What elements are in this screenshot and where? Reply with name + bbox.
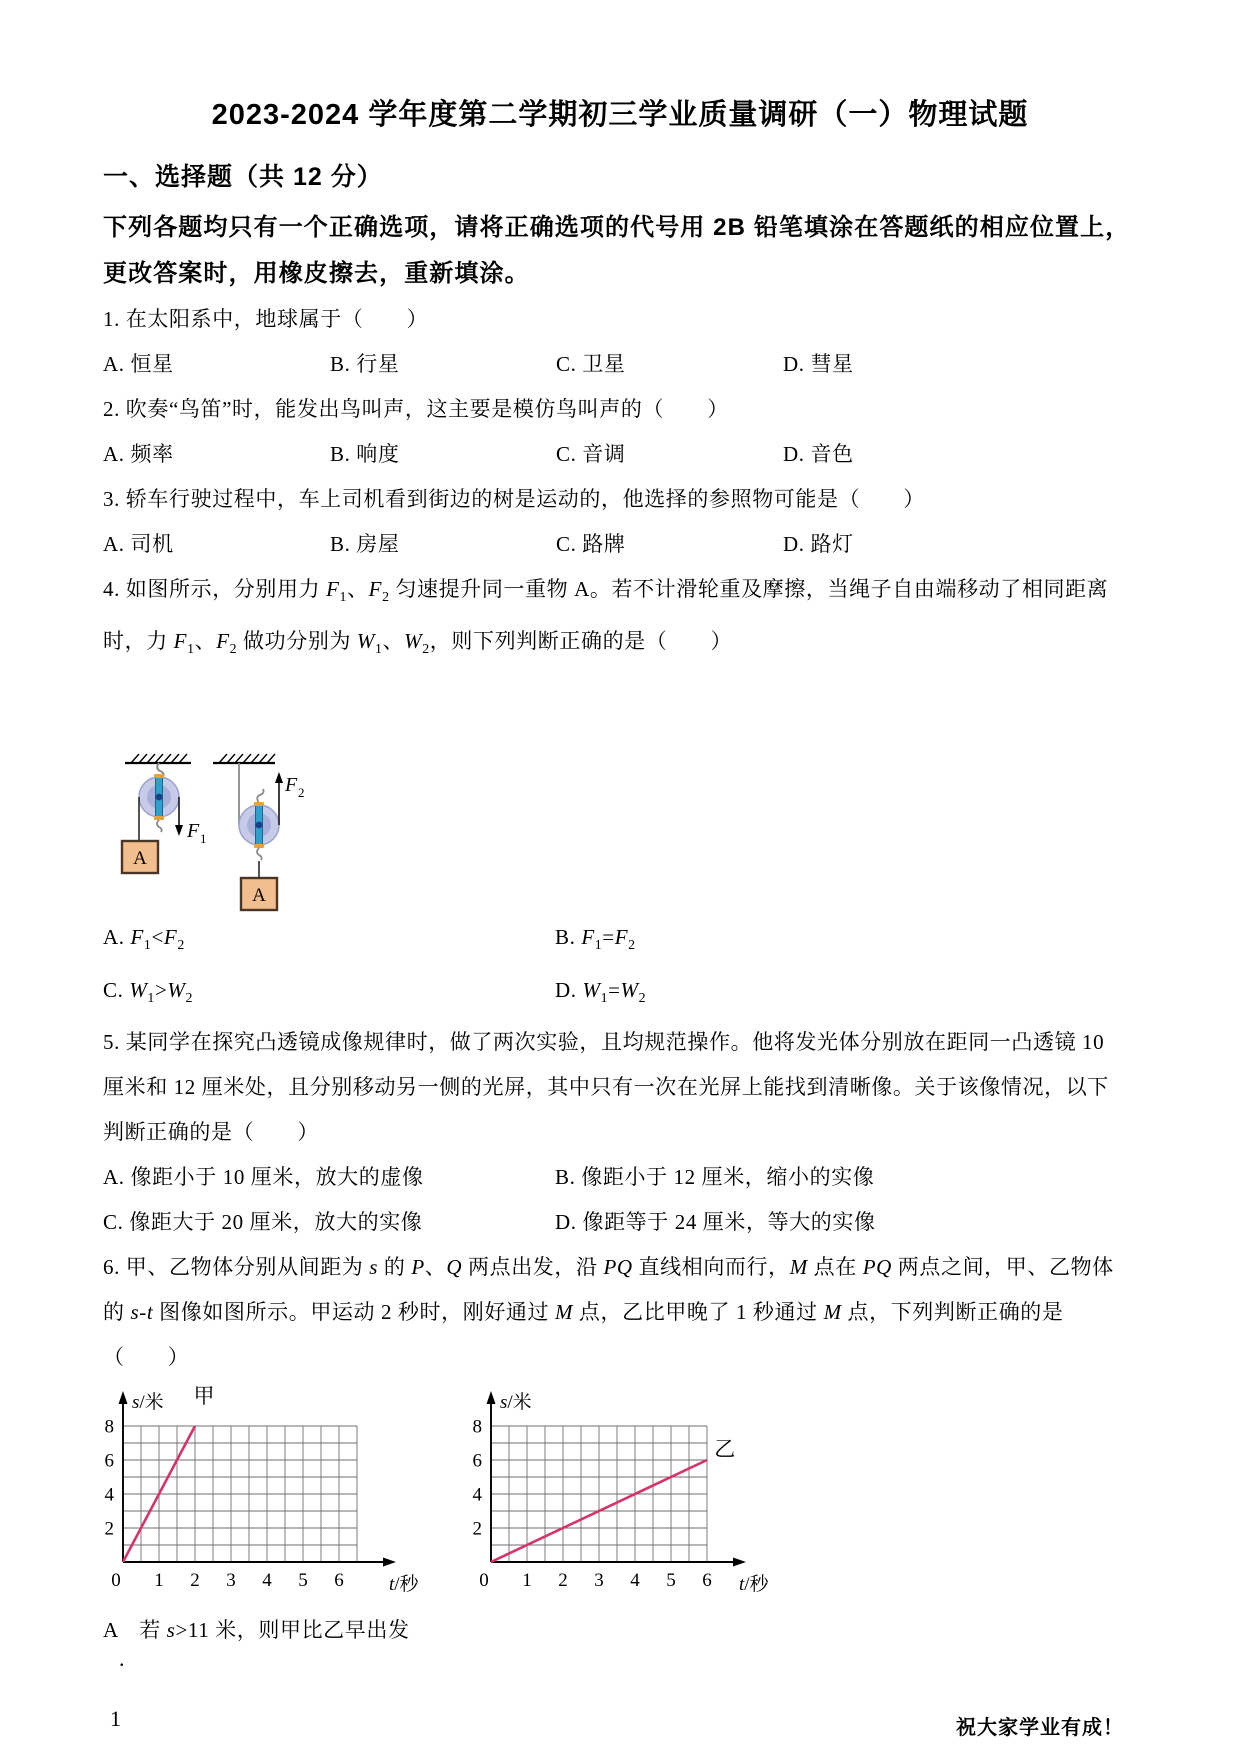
axle-cap-top	[154, 774, 164, 778]
svg-text:甲: 甲	[193, 1385, 215, 1408]
option-c: C. 像距大于 20 厘米，放大的实像	[103, 1209, 423, 1234]
question-4-text-1: 4. 如图所示，分别用力 $F_1$、$F_2$ 匀速提升同一重物 A。若不计滑轮重及摩擦，当绳子自由端移动了相同距离	[103, 577, 1109, 605]
question-5-options-row-2	[103, 1200, 1137, 1245]
option-d: D. 路灯	[783, 532, 854, 556]
question-5-options-row-1	[103, 1155, 1137, 1200]
svg-text:0: 0	[111, 1569, 121, 1591]
option-a: A. 频率	[103, 442, 174, 466]
svg-text:3: 3	[594, 1569, 604, 1591]
svg-text:3: 3	[226, 1569, 236, 1591]
fixed-pulley-assembly	[122, 754, 207, 873]
instructions-line-2: 更改答案时，用橡皮擦去，重新填涂。	[103, 260, 530, 287]
svg-text:t/秒: t/秒	[739, 1573, 769, 1595]
hook-icon	[157, 820, 162, 832]
question-2	[103, 387, 1137, 477]
question-4-text-2: 时，力 $F_1$、$F_2$ 做功分别为 $W_1$、$W_2$，则下列判断正确的是（ ）	[103, 629, 733, 657]
distance-time-graphs	[95, 1386, 1137, 1608]
f2-subscript: 2	[298, 785, 305, 801]
question-3-text: 3. 轿车行驶过程中，车上司机看到街边的树是运动的，他选择的参照物可能是（ ）	[103, 487, 925, 511]
svg-text:6: 6	[104, 1450, 114, 1472]
f1-label: F	[187, 820, 200, 843]
movable-pulley-assembly	[213, 754, 305, 910]
svg-text:8: 8	[472, 1416, 482, 1438]
question-5-text-3: 判断正确的是（ ）	[103, 1119, 319, 1144]
svg-text:s/米: s/米	[132, 1391, 164, 1413]
question-5-text-1: 5. 某同学在探究凸透镜成像规律时，做了两次实验，且均规范操作。他将发光体分别放在距同一凸透镜 10	[103, 1029, 1105, 1054]
option-c: C. 路牌	[556, 532, 626, 556]
question-4-options-row-2	[103, 968, 1137, 1020]
question-6	[103, 1245, 1137, 1671]
hook-icon	[257, 848, 262, 860]
svg-text:s/米: s/米	[500, 1391, 532, 1413]
svg-text:8: 8	[104, 1416, 114, 1438]
pulley-hub	[156, 794, 163, 801]
ceiling-hatch	[219, 754, 275, 763]
svg-text:4: 4	[472, 1484, 482, 1506]
option-d: D. $W_1=W_2$	[555, 977, 647, 1005]
question-4	[103, 567, 1137, 1020]
instructions-line-1: 下列各题均只有一个正确选项，请将正确选项的代号用 2B 铅笔填涂在答题纸的相应位置上，	[103, 214, 1131, 241]
question-1-options	[103, 342, 1137, 387]
question-2-text: 2. 吹奏“鸟笛”时，能发出鸟叫声，这主要是模仿鸟叫声的（ ）	[103, 397, 729, 421]
question-3-options	[103, 522, 1137, 567]
option-d: D. 彗星	[783, 352, 854, 376]
svg-text:6: 6	[472, 1450, 482, 1472]
option-b: B. 像距小于 12 厘米，缩小的实像	[555, 1164, 875, 1189]
option-b: B. 行星	[330, 352, 400, 376]
axle-cap-bottom	[154, 816, 164, 820]
svg-text:2: 2	[190, 1569, 200, 1591]
axle-cap-bottom	[254, 844, 264, 848]
footer-closing-note: 祝大家学业有成！	[956, 1717, 1124, 1739]
option-d: D. 像距等于 24 厘米，等大的实像	[555, 1209, 876, 1234]
page-number: 1	[110, 1706, 121, 1731]
question-6-text-1: 6. 甲、乙物体分别从间距为 s 的 P、Q 两点出发，沿 PQ 直线相向而行，M 点在 PQ 两点之间，甲、乙物体	[103, 1254, 1114, 1279]
svg-text:5: 5	[298, 1569, 308, 1591]
svg-text:t/秒: t/秒	[389, 1573, 419, 1595]
stray-dot: .	[119, 1645, 125, 1671]
pulley-figure-wrap	[107, 675, 1137, 915]
svg-text:5: 5	[666, 1569, 676, 1591]
option-b: B. 响度	[330, 442, 400, 466]
f2-label: F	[285, 774, 298, 797]
svg-text:6: 6	[334, 1569, 344, 1591]
svg-text:1: 1	[154, 1569, 164, 1591]
pulley-hub	[256, 822, 263, 829]
option-a: A. 像距小于 10 厘米，放大的虚像	[103, 1164, 424, 1189]
svg-text:6: 6	[702, 1569, 712, 1591]
svg-text:0: 0	[479, 1569, 489, 1591]
force-f2-arrowhead	[275, 772, 283, 783]
option-c: C. 卫星	[556, 352, 626, 376]
option-c: C. $W_1>W_2$	[103, 977, 194, 1005]
option-b: B. $F_1=F_2$	[555, 925, 636, 953]
option-a: A. $F_1<F_2$	[103, 925, 185, 953]
axle-cap-top	[254, 802, 264, 806]
question-5	[103, 1020, 1137, 1245]
svg-text:4: 4	[262, 1569, 272, 1591]
question-2-options	[103, 432, 1137, 477]
ceiling-hatch	[131, 754, 187, 763]
distance-time-graph-jia	[95, 1386, 429, 1608]
block-a-left-label: A	[133, 848, 147, 870]
question-6-option-a: A 若 s>11 米，则甲比乙早出发	[103, 1617, 410, 1642]
option-a: A. 司机	[103, 532, 174, 556]
option-c: C. 音调	[556, 442, 626, 466]
svg-text:2: 2	[558, 1569, 568, 1591]
instructions	[103, 205, 1137, 297]
svg-text:1: 1	[522, 1569, 532, 1591]
question-3	[103, 477, 1137, 567]
force-f1-arrowhead	[175, 825, 183, 836]
svg-text:2: 2	[472, 1518, 482, 1540]
pulley-figure	[107, 675, 407, 915]
block-a-right-label: A	[252, 885, 266, 907]
svg-text:乙: 乙	[714, 1436, 736, 1461]
question-1-text: 1. 在太阳系中，地球属于（ ）	[103, 307, 429, 331]
svg-text:2: 2	[104, 1518, 114, 1540]
section-heading: 一、选择题（共 12 分）	[103, 163, 383, 191]
svg-text:4: 4	[104, 1484, 114, 1506]
hook-icon	[257, 789, 263, 803]
question-5-text-2: 厘米和 12 厘米处，且分别移动另一侧的光屏，其中只有一次在光屏上能找到清晰像。关于该像情况，以下	[103, 1074, 1109, 1099]
question-4-options-row-1	[103, 915, 1137, 967]
question-1	[103, 297, 1137, 387]
f1-subscript: 1	[200, 831, 207, 847]
option-b: B. 房屋	[330, 532, 400, 556]
option-d: D. 音色	[783, 442, 854, 466]
option-a: A. 恒星	[103, 352, 174, 376]
distance-time-graph-yi	[463, 1386, 779, 1608]
question-6-text-2: 的 s-t 图像如图所示。甲运动 2 秒时，刚好通过 M 点，乙比甲晚了 1 秒通过 M 点，下列判断正确的是（ ）	[103, 1299, 1064, 1369]
page-title: 2023-2024 学年度第二学期初三学业质量调研（一）物理试题	[211, 99, 1029, 131]
svg-text:4: 4	[630, 1569, 640, 1591]
